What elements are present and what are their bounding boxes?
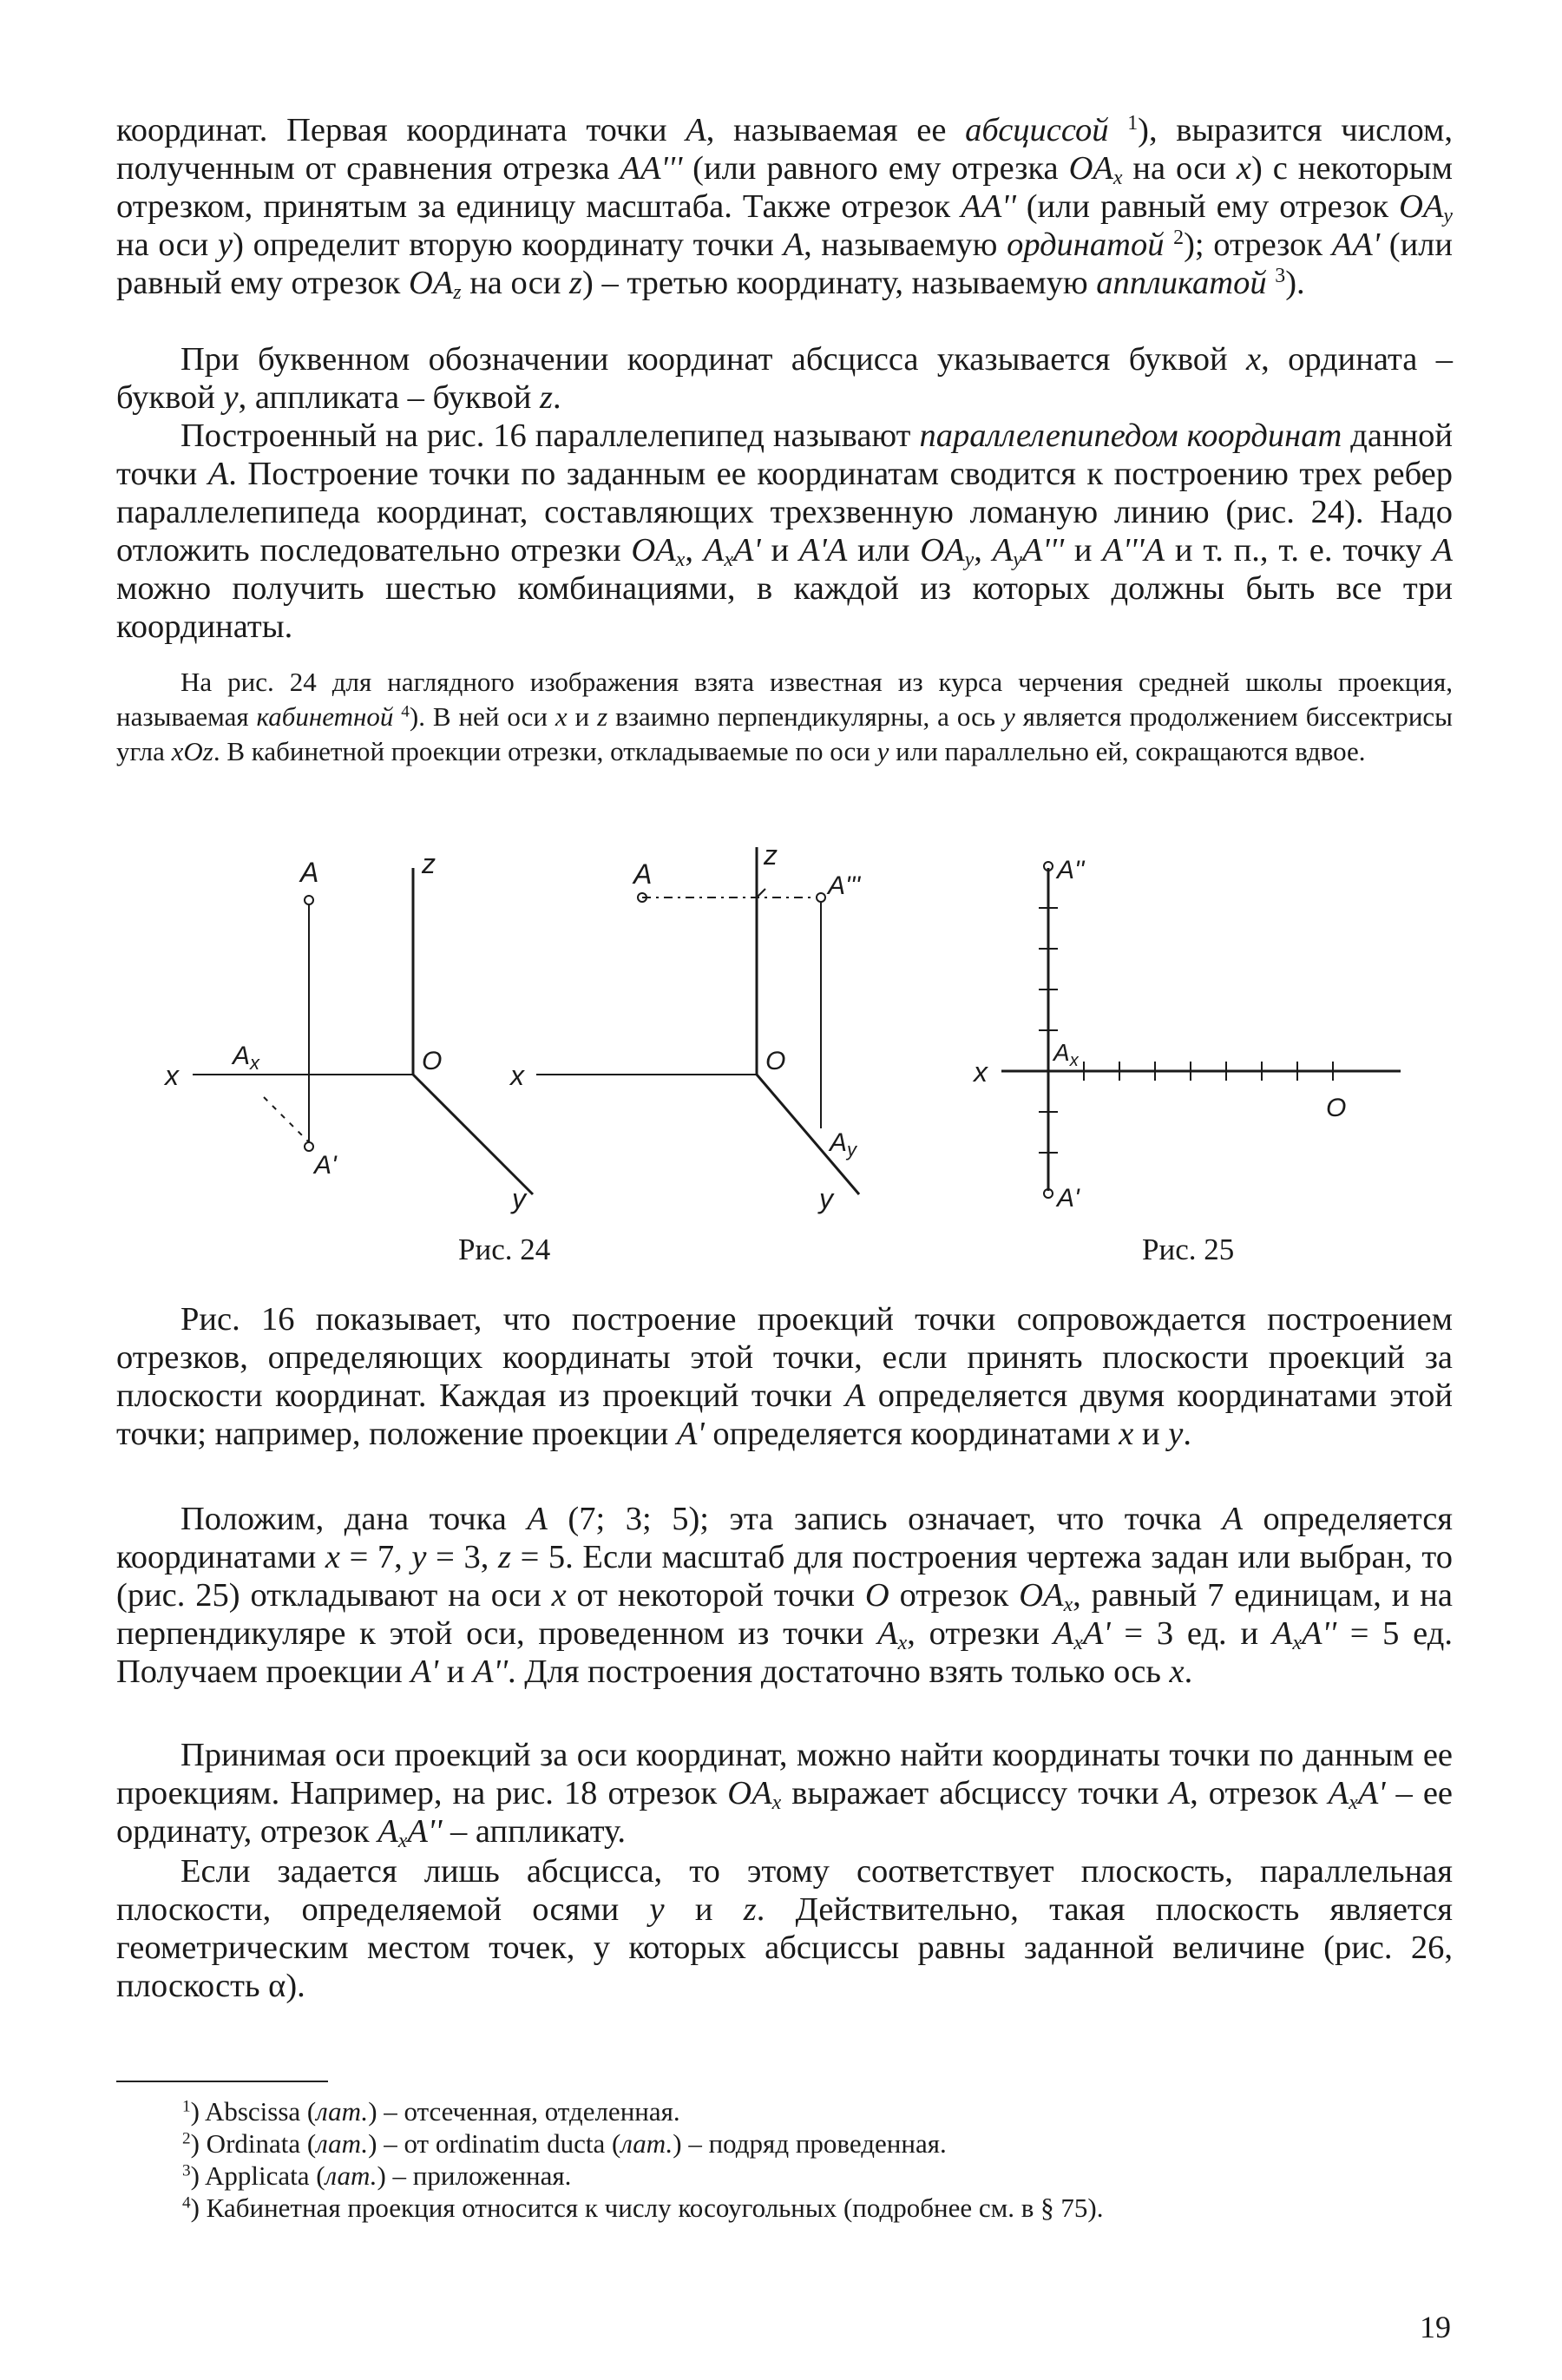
figure-drawing [0, 833, 1562, 1285]
footnote-3: $^3$) Applicata (лат.) – приложенная. [182, 2160, 572, 2191]
fig24b-label-a3: A''' [828, 871, 861, 900]
page-number: 19 [1420, 2310, 1451, 2344]
caption-fig24: Рис. 24 [458, 1233, 551, 1266]
fig24a-point-a1 [305, 1142, 313, 1151]
fig24b-label-y: y [819, 1183, 833, 1214]
fig24a-dashed-ax-a1 [264, 1097, 309, 1142]
fig25-label-x: x [974, 1056, 988, 1088]
fig24a-label-y: y [512, 1183, 526, 1214]
fig24b-label-z: z [764, 839, 778, 871]
paragraph-cabinet-projection: На рис. 24 для наглядного изображения взята известная из курса черчения средней школы проекция, называемая кабинетной $^4$). В ней оси x и z взаимно перпендикулярны, а ось y является продолжением биссектрисы угла xOz. В кабинетной проекции отрезки, откладываемые по оси y или параллельно ей, сокращаются вдвое. [116, 667, 1454, 766]
fig24a-label-a1: A' [314, 1151, 337, 1180]
fig24b-label-ay: $A_y$ [830, 1128, 857, 1160]
fig24a-point-a [305, 896, 313, 904]
fig24a-label-z: z [422, 848, 436, 879]
fig24a-label-ax: $A_x$ [233, 1042, 260, 1074]
fig25-label-a2: A'' [1057, 856, 1085, 884]
fig24a-label-a: A [300, 857, 319, 888]
paragraph-fig16: Рис. 16 показывает, что построение проекций точки сопровождается построением отрезков, определяющих координаты этой точки, если принять плоскости проекций за плоскости координат. Каждая из проекций точки A определяется двумя координатами этой точки; например, положение проекции A' определяется координатами x и y. [116, 1301, 1453, 1452]
footnote-4: $^4$) Кабинетная проекция относится к числу косоугольных (подробнее см. в § 75). [182, 2193, 1104, 2223]
paragraph-parallelepiped: Построенный на рис. 16 параллелепипед называют параллелепипедом координат данной точки A. Построение точки по заданным ее координатам сводится к построению трех ребер параллелепипеда координат, составляющих трехзвенную ломаную линию (рис. 24). Надо отложить последовательно отрезки $OA_x$, $A_xA'$ и A'A или $OA_y$, $A_yA'''$ и A'''A и т. п., т. е. точку A можно получить шестью комбинациями, в каждой из которых должны быть все три координаты. [116, 417, 1454, 645]
fig24b-label-a: A [633, 858, 653, 890]
figures-24-25 [0, 833, 1562, 1285]
fig24b-label-x: x [510, 1060, 524, 1091]
footnote-1: $^1$) Abscissa (лат.) – отсеченная, отделенная. [182, 2096, 680, 2127]
fig24a-label-x: x [165, 1060, 179, 1091]
paragraph-coordinates: координат. Первая координата точки A, называемая ее абсциссой $^1$), выразится числом, полученным от сравнения отрезка AA''' (или равного ему отрезка $OA_x$ на оси x) с некоторым отрезком, принятым за единицу масштаба. Также отрезок AA'' (или равный ему отрезок $OA_y$ на оси y) определит вторую координату точки A, называемую ординатой $^2$); отрезок AA' (или равный ему отрезок $OA_z$ на оси z) – третью координату, называемую аппликатой $^3$). [116, 111, 1454, 304]
fig24a-label-o: O [422, 1047, 443, 1075]
caption-fig25: Рис. 25 [1142, 1233, 1235, 1266]
paragraph-abscissa-plane: Если задается лишь абсцисса, то этому соответствует плоскость, параллельная плоскости, определяемой осями y и z. Действительно, такая плоскость является геометрическим местом точек, у которых абсциссы равны заданной величине (рис. 26, плоскость α). [116, 1853, 1454, 2004]
fig24b-point-a3 [817, 893, 825, 902]
paragraph-letter-notation: При буквенном обозначении координат абсцисса указывается буквой x, ордината – буквой y, аппликата – буквой z. [116, 341, 1453, 416]
fig24b-label-o: O [765, 1047, 786, 1075]
fig25-label-a1: A' [1057, 1184, 1080, 1213]
footnote-2: $^2$) Ordinata (лат.) – от ordinatim ducta (лат.) – подряд проведенная. [182, 2128, 947, 2159]
fig25-label-ax: $A_x$ [1053, 1039, 1079, 1070]
paragraph-point-a: Положим, дана точка A (7; 3; 5); эта запись означает, что точка A определяется координатами x = 7, y = 3, z = 5. Если масштаб для построения чертежа задан или выбран, то (рис. 25) откладывают на оси x от некоторой точки O отрезок $OA_x$, равный 7 единицам, и на перпендикуляре к этой оси, проведенном из точки $A_x$, отрезки $A_xA' = 3$ ед. и $A_xA'' = 5$ ед. Получаем проекции A' и A''. Для построения достаточно взять только ось x. [116, 1501, 1453, 1690]
fig25-label-o: O [1326, 1094, 1347, 1122]
fig24a-axis-y [413, 1075, 533, 1194]
paragraph-axes-coordinates: Принимая оси проекций за оси координат, можно найти координаты точки по данным ее проекциям. Например, на рис. 18 отрезок $OA_x$ выражает абсциссу точки A, отрезок $A_xA'$ – ее ординату, отрезок $A_xA''$ – аппликату. [116, 1737, 1453, 1852]
footnote-divider [116, 2081, 328, 2082]
